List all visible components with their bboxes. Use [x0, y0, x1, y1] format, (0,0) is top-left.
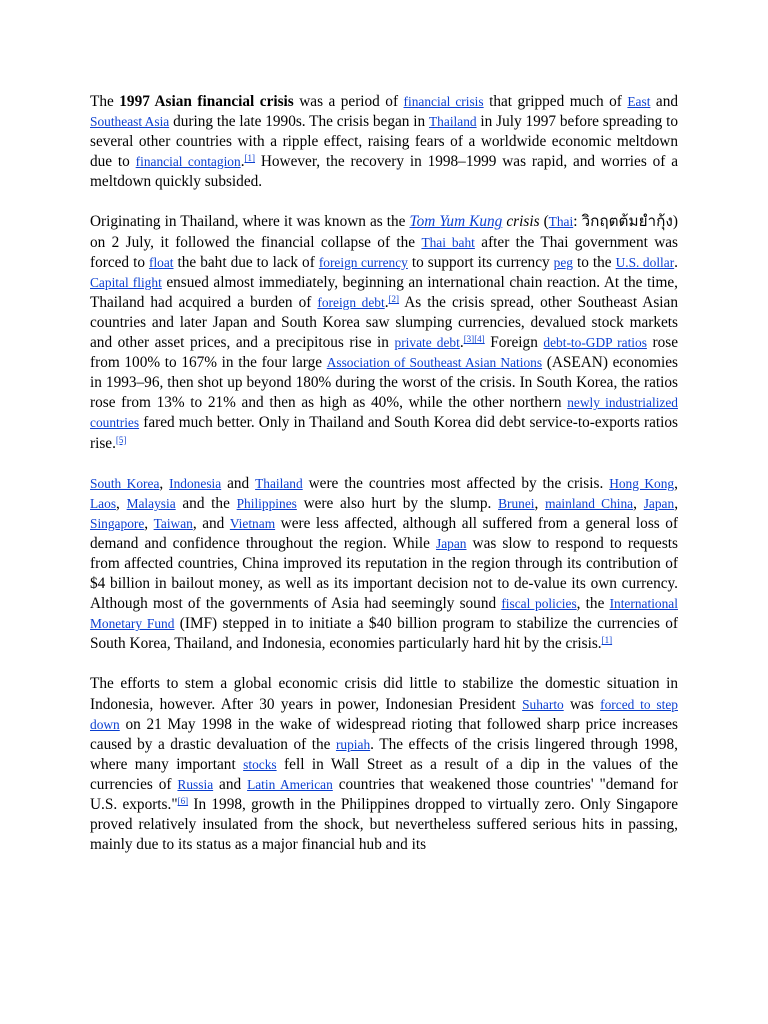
- link-foreign-currency[interactable]: foreign currency: [318, 254, 408, 270]
- link-singapore[interactable]: Singapore: [90, 515, 145, 531]
- link-indonesia[interactable]: Indonesia: [169, 475, 222, 491]
- link-laos[interactable]: Laos: [90, 495, 117, 511]
- reference-link[interactable]: [1]: [601, 635, 613, 646]
- article-body: [90, 92, 678, 875]
- link-vietnam[interactable]: Vietnam: [229, 515, 276, 531]
- link-newly-industrialized-countries[interactable]: newly industrialized countries: [90, 395, 678, 431]
- reference-link[interactable]: [6]: [177, 796, 189, 806]
- link-suharto[interactable]: Suharto: [522, 696, 564, 712]
- link-foreign-debt[interactable]: foreign debt: [317, 294, 385, 310]
- link-latin-american[interactable]: Latin American: [247, 776, 333, 792]
- link-southeast-asia[interactable]: Southeast Asia: [90, 114, 170, 130]
- link-float[interactable]: float: [148, 254, 174, 270]
- link-brunei[interactable]: Brunei: [498, 495, 535, 511]
- link-japan[interactable]: Japan: [643, 495, 675, 511]
- link-thailand[interactable]: Thailand: [429, 114, 477, 130]
- link-mainland-china[interactable]: mainland China: [545, 495, 634, 511]
- link-financial-crisis[interactable]: financial crisis: [403, 94, 484, 109]
- link-stocks[interactable]: stocks: [243, 756, 277, 772]
- paragraph-origin: Originating in Thailand, where it was known as the Tom Yum Kung crisis (Thai: วิกฤตต้มยำกุ้ง) on 2 July, it followed the financial collapse of the Thai baht after the Thai government was forced to float the baht due to lack of foreign currency to support its currency peg to the U.S. dollar. Capital flight ensued almost immediately, beginning an international chain reaction. At the time, Thailand had acquired a burden of foreign debt.[2] As the crisis spread, other Southeast Asian countries and later Japan and South Korea saw slumping currencies, devalued stock markets and other asset prices, and a precipitous rise in private debt.[3][4] Foreign debt-to-GDP ratios rose from 100% to 167% in the four large Association of Southeast Asian Nations (ASEAN) economies in 1993–96, then shot up beyond 180% during the worst of the crisis. In South Korea, the ratios rose from 13% to 21% and then as high as 40%, while the other northern newly industrialized countries fared much better. Only in Thailand and South Korea did debt service-to-exports ratios rise.[5]: [90, 213, 679, 452]
- link-asean[interactable]: Association of Southeast Asian Nations: [326, 355, 543, 371]
- link-peg[interactable]: peg: [553, 254, 573, 270]
- link-debt-to-gdp-ratios[interactable]: debt-to-GDP ratios: [543, 335, 647, 351]
- reference-link[interactable]: [1]: [244, 153, 256, 164]
- link-fiscal-policies[interactable]: fiscal policies: [501, 596, 577, 612]
- link-thai-baht[interactable]: Thai baht: [421, 234, 475, 250]
- link-financial-contagion[interactable]: financial contagion: [135, 154, 241, 170]
- reference-link[interactable]: [3]: [463, 334, 475, 345]
- reference-link[interactable]: [4]: [474, 334, 485, 345]
- link-international-monetary-fund[interactable]: International Monetary Fund: [90, 596, 678, 632]
- link-thai-language[interactable]: Thai: [548, 214, 574, 230]
- link-hong-kong[interactable]: Hong Kong: [609, 475, 675, 491]
- link-malaysia[interactable]: Malaysia: [126, 495, 176, 511]
- link-rupiah[interactable]: rupiah: [335, 736, 371, 752]
- article-title-bold: 1997 Asian financial crisis: [119, 93, 294, 110]
- link-east[interactable]: East: [627, 94, 651, 109]
- link-tom-yum-kung[interactable]: Tom Yum Kung: [409, 213, 503, 231]
- link-philippines[interactable]: Philippines: [236, 495, 297, 511]
- link-private-debt[interactable]: private debt: [394, 335, 460, 351]
- paragraph-intro: The 1997 Asian financial crisis was a period of financial crisis that gripped much of East and Southeast Asia during the late 1990s. The crisis began in Thailand in July 1997 before spreading to several other countries with a ripple effect, raising fears of a worldwide economic meltdown due to financial contagion.[1] However, the recovery in 1998–1999 was rapid, and worries of a meltdown quickly subsided.: [90, 93, 678, 191]
- paragraph-affected-countries: South Korea, Indonesia and Thailand were the countries most affected by the crisis. Hong Kong, Laos, Malaysia and the Philippines were also hurt by the slump. Brunei, mainland China, Japan, Singapore, Taiwan, and Vietnam were less affected, although all suffered from a general loss of demand and confidence throughout the region. While Japan was slow to respond to requests from affected countries, China improved its reputation in the region through its contribution of $4 billion in bailout money, as well as its important decision not to de-value its own currency. Although most of the governments of Asia had seemingly sound fiscal policies, the International Monetary Fund (IMF) stepped in to initiate a $40 billion program to stabilize the currencies of South Korea, Thailand, and Indonesia, economies particularly hard hit by the crisis.[1]: [90, 474, 679, 653]
- link-taiwan[interactable]: Taiwan: [153, 515, 193, 531]
- link-thailand[interactable]: Thailand: [255, 475, 303, 491]
- link-russia[interactable]: Russia: [177, 776, 214, 792]
- link-forced-to-step-down[interactable]: forced to step down: [90, 696, 678, 732]
- link-capital-flight[interactable]: Capital flight: [90, 274, 162, 290]
- paragraph-indonesia: The efforts to stem a global economic crisis did little to stabilize the domestic situation in Indonesia, however. After 30 years in power, Indonesian President Suharto was forced to step down on 21 May 1998 in the wake of widespread rioting that followed sharp price increases caused by a drastic devaluation of the rupiah. The effects of the crisis lingered through 1998, where many important stocks fell in Wall Street as a result of a dip in the values of the currencies of Russia and Latin American countries that weakened those countries' "demand for U.S. exports."[6] In 1998, growth in the Philippines dropped to virtually zero. Only Singapore proved relatively insulated from the shock, but nevertheless suffered serious hits in passing, mainly due to its status as a major financial hub and its: [90, 675, 678, 854]
- link-south-korea[interactable]: South Korea: [90, 475, 160, 491]
- reference-link[interactable]: [5]: [115, 434, 127, 445]
- link-japan[interactable]: Japan: [435, 535, 467, 551]
- reference-link[interactable]: [2]: [388, 293, 400, 304]
- link-us-dollar[interactable]: U.S. dollar: [615, 254, 675, 270]
